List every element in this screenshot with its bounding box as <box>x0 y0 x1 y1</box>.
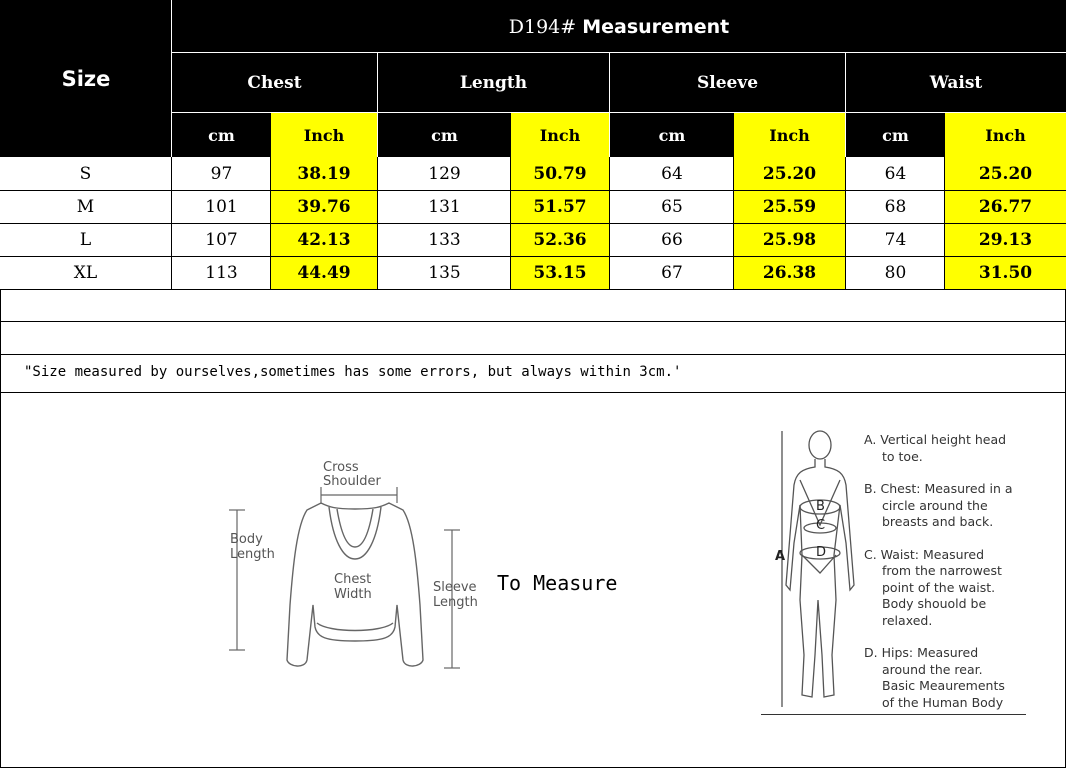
cell-value: 129 <box>428 163 461 184</box>
unit-cm <box>378 113 511 157</box>
legend-line: Basic Meaurements <box>882 678 1005 693</box>
table-cell <box>378 157 511 190</box>
body-length-label: Body <box>230 532 263 547</box>
table-cell <box>271 224 377 256</box>
group-chest <box>172 53 377 113</box>
disclaimer-note: "Size measured by ourselves,sometimes has some errors, but always within 3cm.' <box>24 364 682 380</box>
legend-line: point of the waist. <box>882 579 996 595</box>
garment-sketch <box>225 455 495 680</box>
table-cell <box>846 157 945 190</box>
table-cell <box>610 224 734 256</box>
cell-value: 25.98 <box>762 230 817 250</box>
unit-label: Inch <box>985 125 1026 145</box>
label-a: A <box>775 549 786 564</box>
legend-line: of the Human Body <box>882 694 1004 710</box>
cell-value: 26.38 <box>762 263 817 283</box>
legend-line: breasts and back. <box>882 514 994 529</box>
legend-line: A. Vertical height head <box>864 432 1007 447</box>
chest-width-label: Chest <box>334 572 372 587</box>
table-cell <box>846 224 945 256</box>
unit-inch <box>734 113 845 157</box>
legend-line: Body shouold be <box>882 596 987 611</box>
unit-label: cm <box>658 125 686 145</box>
cell-value: 64 <box>884 163 907 184</box>
table-cell <box>378 224 511 256</box>
table-cell <box>172 257 271 289</box>
cell-value: 133 <box>428 230 461 250</box>
legend-line: circle around the <box>882 497 988 513</box>
unit-label: cm <box>208 125 235 145</box>
size-value: M <box>76 197 95 217</box>
to-measure-label: To Measure <box>497 571 618 595</box>
sleeve-length-label: Sleeve <box>433 580 477 595</box>
cell-value: 107 <box>205 230 238 250</box>
cell-value: 65 <box>661 197 683 217</box>
table-cell <box>734 157 845 190</box>
cell-value: 131 <box>428 197 461 217</box>
cell-value: 31.50 <box>978 263 1033 283</box>
table-cell <box>734 191 845 223</box>
label-d: D <box>816 545 827 560</box>
table-cell <box>610 257 734 289</box>
table-cell <box>172 224 271 256</box>
cell-value: 67 <box>661 263 683 283</box>
cell-value: 66 <box>661 230 683 250</box>
table-row-size <box>0 191 171 223</box>
size-value: XL <box>73 263 98 283</box>
unit-label: cm <box>431 125 458 145</box>
group-label: Waist <box>929 73 983 93</box>
unit-inch <box>271 113 377 157</box>
unit-cm <box>172 113 271 157</box>
table-cell <box>271 257 377 289</box>
table-cell <box>846 257 945 289</box>
cell-value: 80 <box>884 263 907 283</box>
table-cell <box>734 224 845 256</box>
cell-value: 68 <box>884 197 907 217</box>
label-c: C <box>816 518 826 533</box>
unit-label: Inch <box>303 125 345 145</box>
table-cell <box>511 257 609 289</box>
table-cell <box>511 157 609 190</box>
cell-value: 38.19 <box>297 163 351 184</box>
table-cell <box>945 157 1066 190</box>
unit-label: Inch <box>539 125 581 145</box>
unit-inch <box>511 113 609 157</box>
unit-inch <box>945 113 1066 157</box>
table-cell <box>610 191 734 223</box>
table-cell <box>378 257 511 289</box>
unit-label: cm <box>882 125 909 145</box>
group-length <box>378 53 609 113</box>
group-label: Length <box>459 73 528 93</box>
cell-value: 101 <box>205 197 238 217</box>
cell-value: 25.59 <box>762 197 817 217</box>
group-sleeve <box>610 53 845 113</box>
table-cell <box>378 191 511 223</box>
cell-value: 135 <box>428 263 461 283</box>
cell-value: 25.20 <box>762 163 817 184</box>
size-value: L <box>79 230 92 250</box>
cell-value: 26.77 <box>978 197 1033 217</box>
table-row-size <box>0 257 171 289</box>
cell-value: 44.49 <box>297 263 351 283</box>
cell-value: 64 <box>661 163 683 184</box>
cell-value: 29.13 <box>978 230 1033 250</box>
label-b: B <box>816 499 825 514</box>
body-length-label: Length <box>230 547 275 562</box>
body-figure <box>760 425 870 720</box>
group-label: Sleeve <box>696 73 759 93</box>
table-cell <box>945 224 1066 256</box>
cell-value: 97 <box>210 163 233 184</box>
unit-cm <box>846 113 945 157</box>
size-value: S <box>79 163 92 184</box>
table-row-size <box>0 157 171 190</box>
table-cell <box>511 224 609 256</box>
group-label: Chest <box>247 73 302 93</box>
cell-value: 51.57 <box>533 197 587 217</box>
hood-outline <box>329 507 381 559</box>
legend-line: B. Chest: Measured in a <box>864 481 1013 496</box>
table-cell <box>945 257 1066 289</box>
unit-label: Inch <box>769 125 810 145</box>
cell-value: 25.20 <box>978 163 1033 184</box>
measurement-legend <box>864 432 1013 711</box>
title-text: Measurement <box>582 15 730 38</box>
group-waist <box>846 53 1066 113</box>
table-cell <box>945 191 1066 223</box>
size-header-cell <box>0 0 172 157</box>
cell-value: 50.79 <box>533 163 587 184</box>
unit-cm <box>610 113 734 157</box>
cell-value: 53.15 <box>533 263 587 283</box>
cell-value: 42.13 <box>297 230 351 250</box>
legend-line: around the rear. <box>882 661 983 677</box>
cross-shoulder-label: Shoulder <box>323 474 381 489</box>
cross-shoulder-label: Cross <box>323 460 359 475</box>
cell-value: 52.36 <box>533 230 587 250</box>
table-cell <box>271 191 377 223</box>
table-row-size <box>0 224 171 256</box>
table-cell <box>734 257 845 289</box>
cell-value: 74 <box>884 230 907 250</box>
table-cell <box>271 157 377 190</box>
table-cell <box>846 191 945 223</box>
legend-line: relaxed. <box>882 612 933 628</box>
cell-value: 113 <box>205 263 238 283</box>
table-cell <box>610 157 734 190</box>
legend-line: C. Waist: Measured <box>864 546 985 562</box>
legend-line: from the narrowest <box>882 563 1002 578</box>
chest-width-label: Width <box>334 587 372 602</box>
legend-line: D. Hips: Measured <box>864 645 979 660</box>
table-cell <box>172 191 271 223</box>
size-label: Size <box>61 66 111 91</box>
figure-baseline <box>761 714 1026 715</box>
title-code: D194# <box>508 15 577 38</box>
legend-line: to toe. <box>882 448 923 464</box>
cell-value: 39.76 <box>297 197 351 217</box>
table-cell <box>511 191 609 223</box>
sleeve-length-label: Length <box>433 595 478 610</box>
table-cell <box>172 157 271 190</box>
title-bar <box>172 0 1066 53</box>
